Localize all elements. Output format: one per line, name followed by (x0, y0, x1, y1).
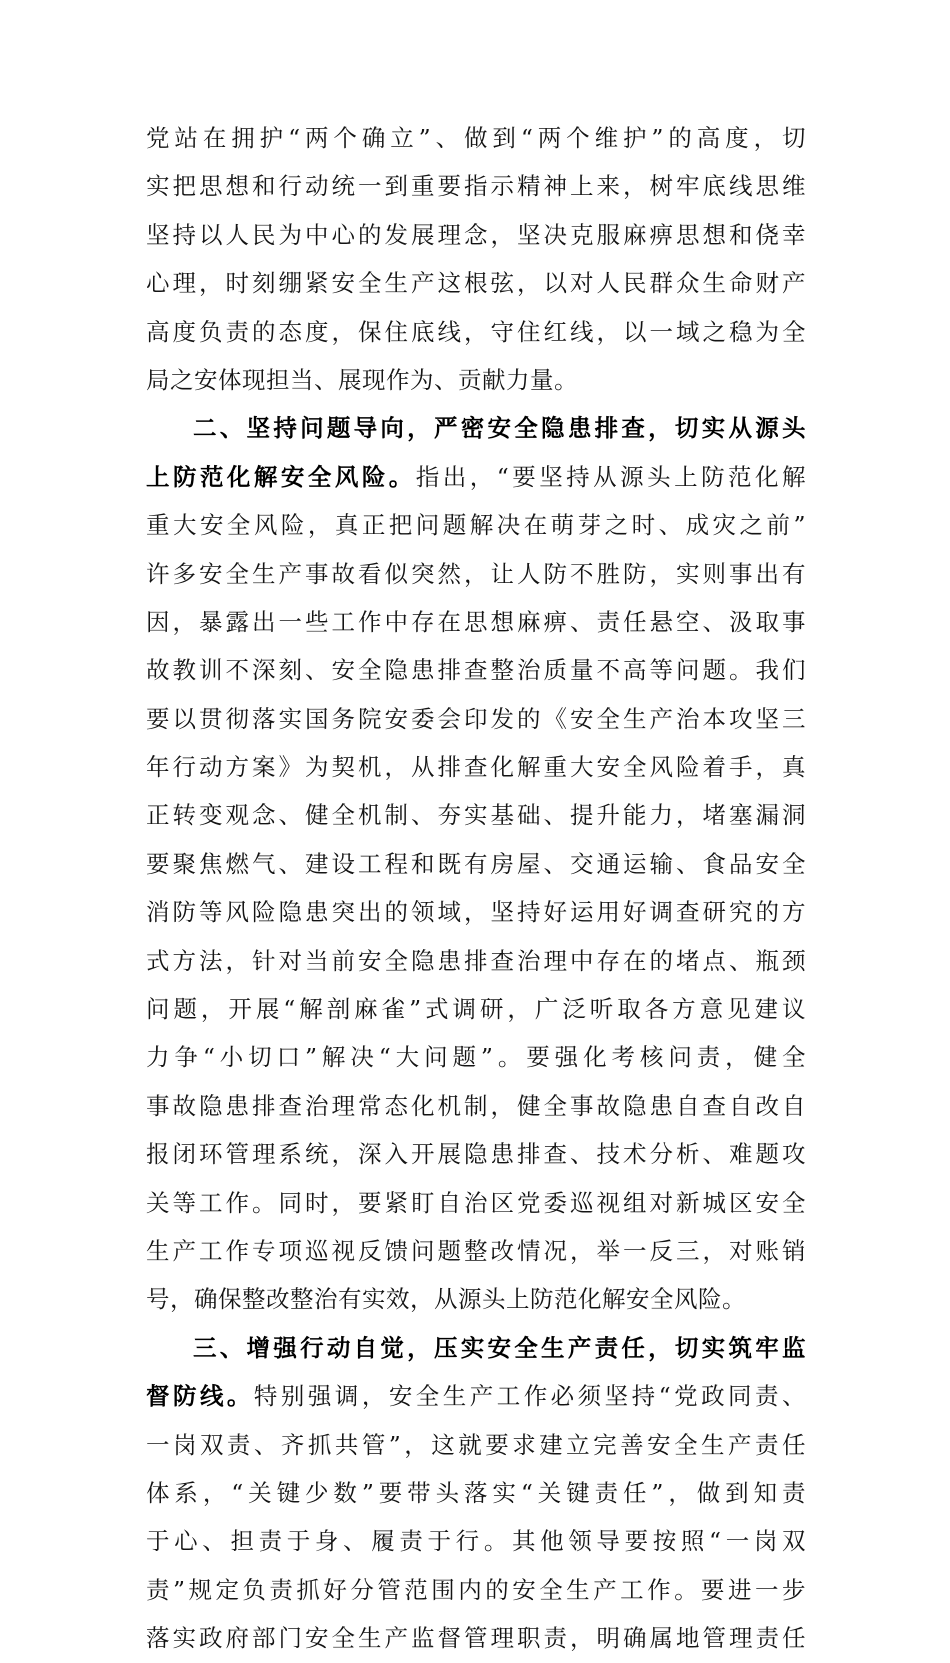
text-line: 事故隐患排查治理常态化机制，健全事故隐患自查自改自 (146, 1091, 806, 1120)
text-line: 责”规定负责抓好分管范围内的安全生产工作。要进一步 (146, 1575, 806, 1604)
text-line: 问题，开展“解剖麻雀”式调研，广泛听取各方意见建议 (146, 995, 806, 1024)
text-line: 高度负责的态度，保住底线，守住红线，以一域之稳为全 (146, 317, 806, 346)
text-line: 正转变观念、健全机制、夯实基础、提升能力，堵塞漏洞 (146, 801, 806, 830)
text-line: 力争“小切口”解决“大问题”。要强化考核问责，健全 (146, 1043, 806, 1072)
text-line: 一岗双责、齐抓共管”，这就要求建立完善安全生产责任 (146, 1430, 806, 1459)
text-line: 关等工作。同时，要紧盯自治区党委巡视组对新城区安全 (146, 1188, 806, 1217)
text-line: 式方法，针对当前安全隐患排查治理中存在的堵点、瓶颈 (146, 946, 806, 975)
text-line (146, 453, 806, 501)
text-line: 许多安全生产事故看似突然，让人防不胜防，实则事出有 (146, 559, 806, 588)
text-line: 重大安全风险，真正把问题解决在萌芽之时、成灾之前” (146, 511, 806, 540)
text-line: 局之安体现担当、展现作为、贡献力量。 (146, 365, 578, 394)
section-heading-3: 三、增强行动自觉，压实安全生产责任，切实筑牢监 (193, 1333, 806, 1362)
text-line: 落实政府部门安全生产监督管理职责，明确属地管理责任 (146, 1624, 806, 1653)
text-span: 特别强调，安全生产工作必须坚持“党政同责、 (253, 1382, 806, 1411)
text-line: 要以贯彻落实国务院安委会印发的《安全生产治本攻坚三 (146, 704, 806, 733)
body-text (146, 114, 806, 1663)
text-line: 心理，时刻绷紧安全生产这根弦，以对人民群众生命财产 (146, 269, 806, 298)
section-heading-3-end: 督防线。 (146, 1382, 254, 1411)
text-line (146, 1372, 806, 1420)
text-line: 故教训不深刻、安全隐患排查整治质量不高等问题。我们 (146, 656, 806, 685)
text-span: 指出，“要坚持从源头上防范化解 (415, 462, 806, 491)
text-line: 坚持以人民为中心的发展理念，坚决克服麻痹思想和侥幸 (146, 220, 806, 249)
section-heading-2: 二、坚持问题导向，严密安全隐患排查，切实从源头 (193, 414, 806, 443)
text-line: 体系，“关键少数”要带头落实“关键责任”，做到知责 (146, 1478, 806, 1507)
text-line: 消防等风险隐患突出的领域，坚持好运用好调查研究的方 (146, 898, 806, 927)
text-line: 实把思想和行动统一到重要指示精神上来，树牢底线思维 (146, 172, 806, 201)
section-heading-2-end: 上防范化解安全风险。 (146, 462, 416, 491)
text-line: 于心、担责于身、履责于行。其他领导要按照“一岗双 (146, 1527, 806, 1556)
text-line: 因，暴露出一些工作中存在思想麻痹、责任悬空、汲取事 (146, 607, 806, 636)
text-line: 报闭环管理系统，深入开展隐患排查、技术分析、难题攻 (146, 1140, 806, 1169)
text-line: 党站在拥护“两个确立”、做到“两个维护”的高度，切 (146, 124, 806, 152)
text-line: 要聚焦燃气、建设工程和既有房屋、交通运输、食品安全 (146, 849, 806, 878)
text-line: 年行动方案》为契机，从排查化解重大安全风险着手，真 (146, 753, 806, 782)
text-line: 号，确保整改整治有实效，从源头上防范化解安全风险。 (146, 1285, 746, 1314)
text-line: 生产工作专项巡视反馈问题整改情况，举一反三，对账销 (146, 1236, 806, 1265)
